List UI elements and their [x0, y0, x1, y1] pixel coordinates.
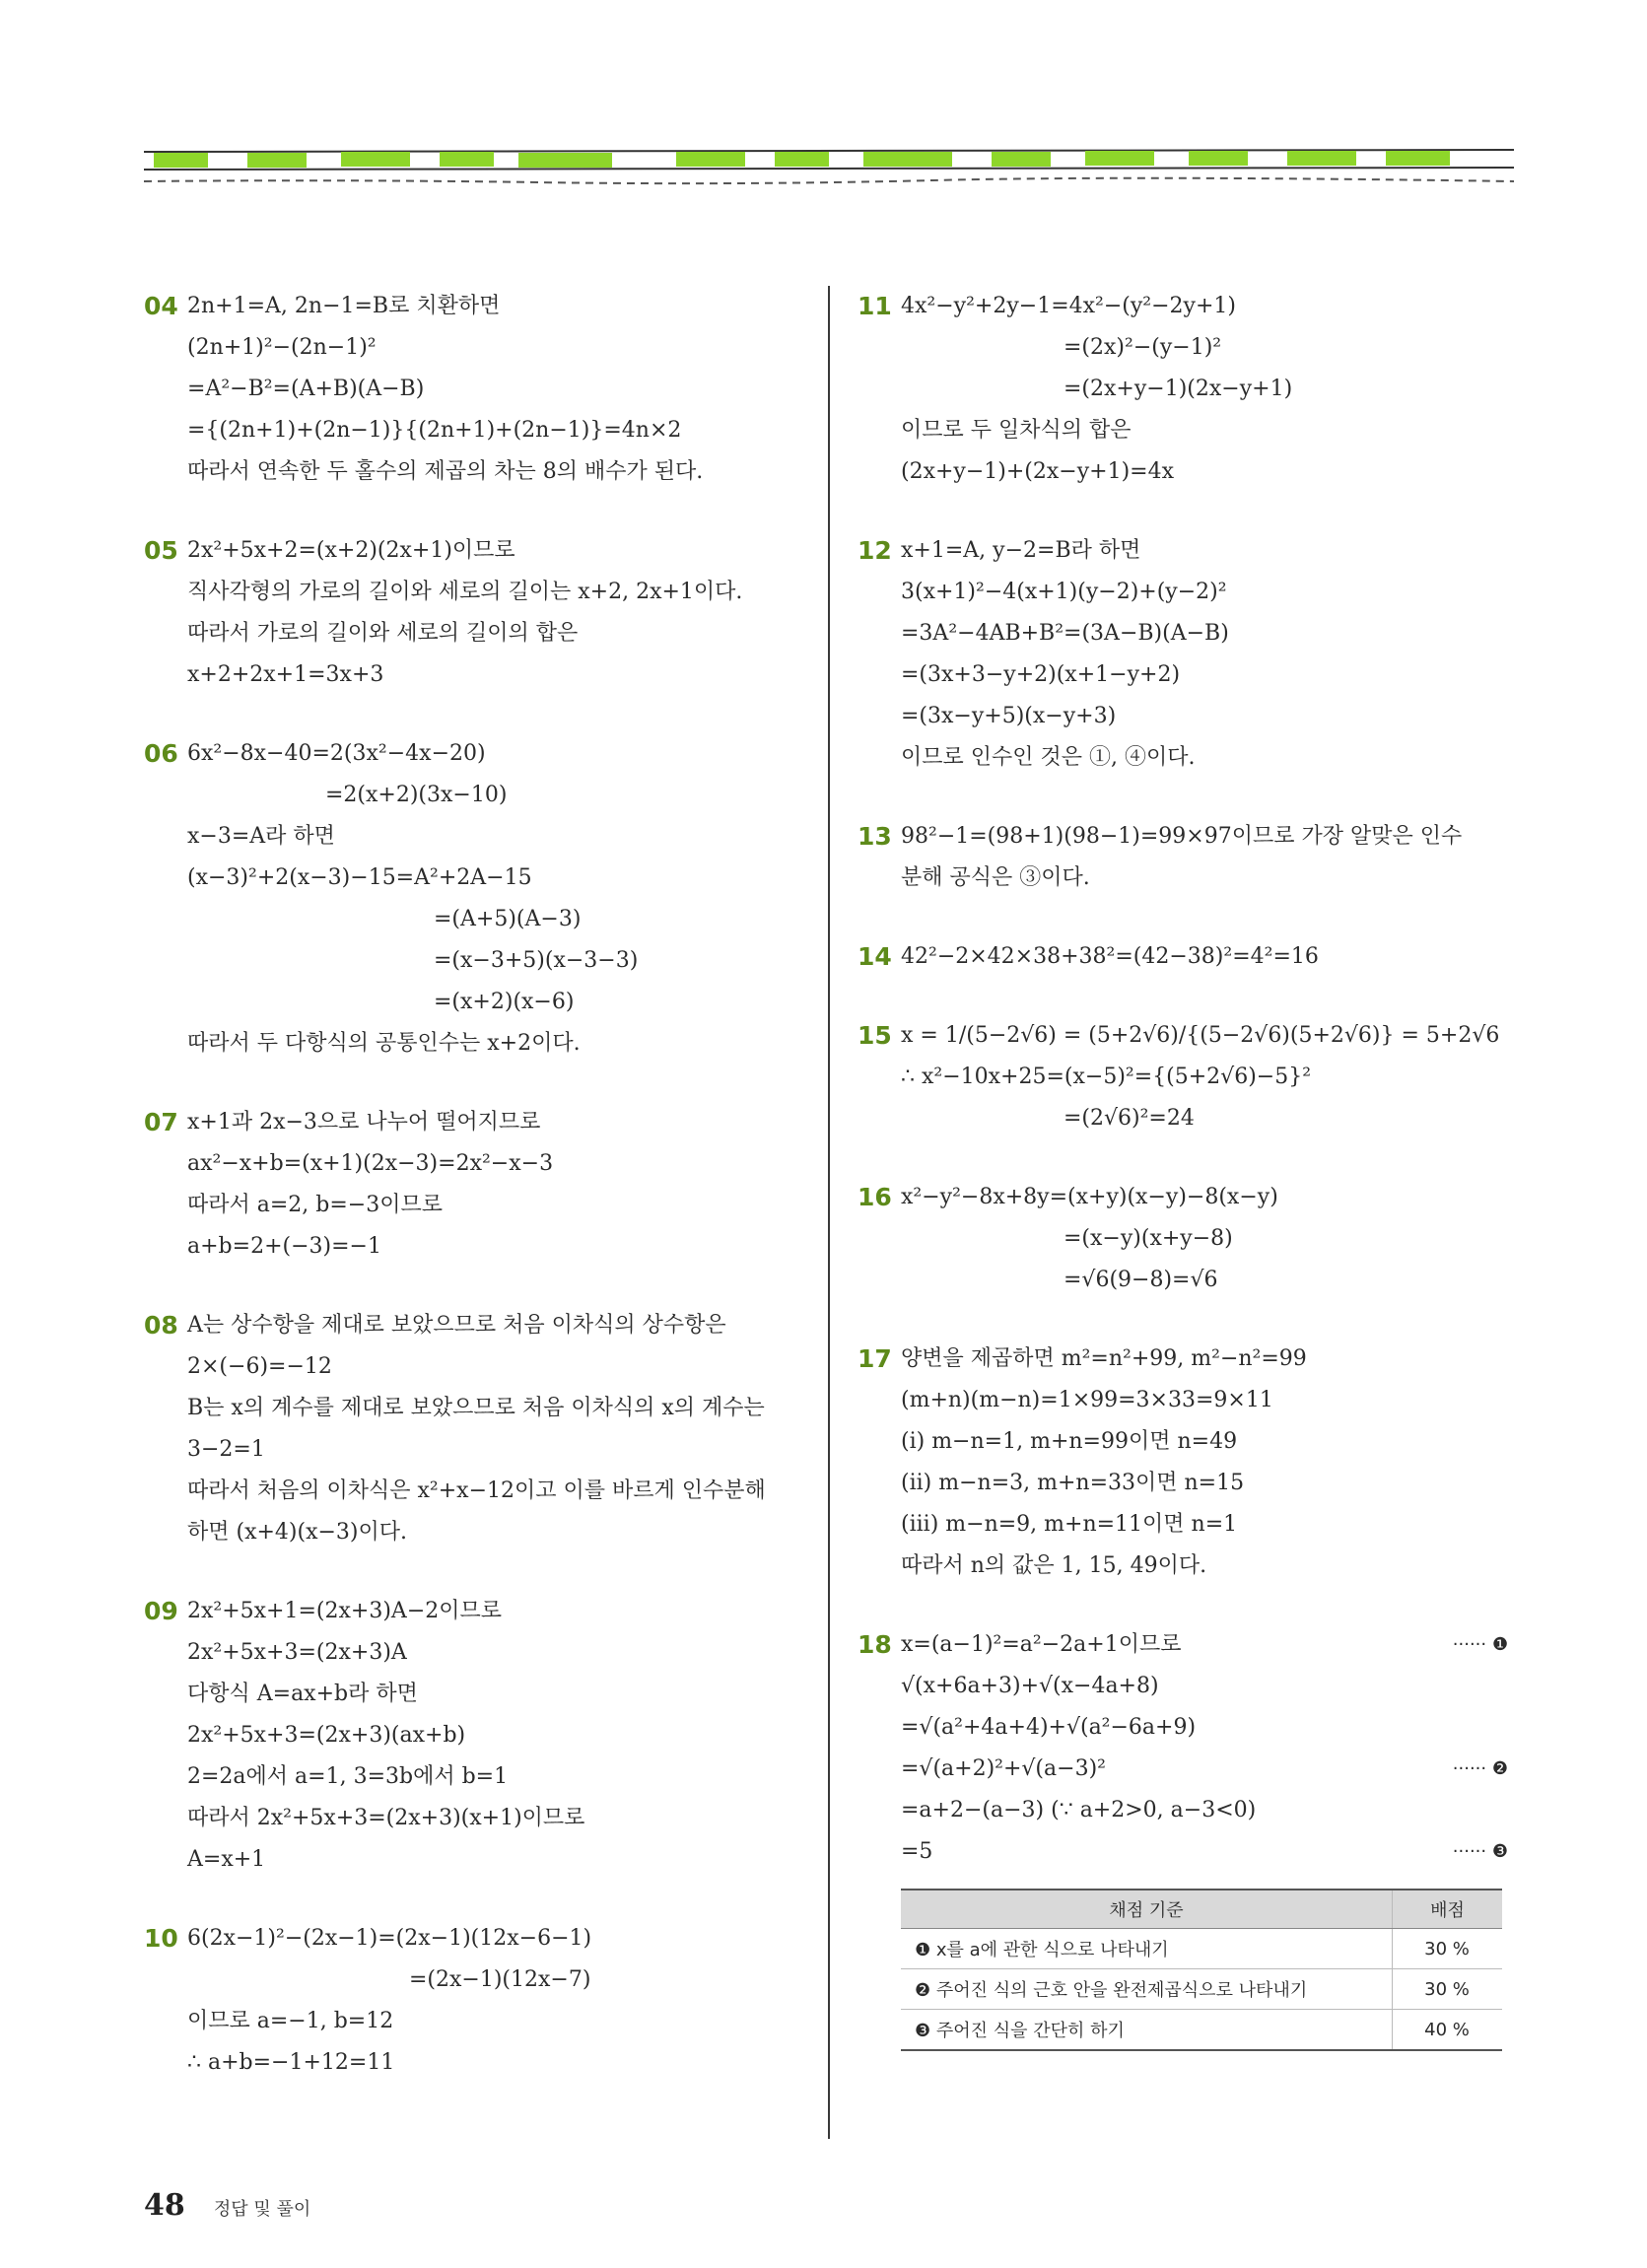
page-number: 48 [144, 2188, 185, 2223]
solution-line: 42²−2×42×38+38²=(42−38)²=4²=16 [901, 944, 1319, 969]
scoring-header-criteria: 채점 기준 [901, 1890, 1393, 1929]
solution-line: A=x+1 [187, 1847, 266, 1872]
step-marker: ······ ❷ [1452, 1758, 1508, 1779]
solution-line: (ii) m−n=3, m+n=33이면 n=15 [901, 1471, 1245, 1495]
solution-line: =(x+2)(x−6) [434, 990, 575, 1014]
points-cell: 40 % [1393, 2010, 1503, 2051]
solution-line: x+1과 2x−3으로 나누어 떨어지므로 [187, 1110, 541, 1134]
problem-04 [144, 286, 794, 493]
solution-line: ∴ x²−10x+25=(x−5)²={(5+2√6)−5}² [901, 1065, 1312, 1089]
solution-line: x = 1/(5−2√6) = (5+2√6)/{(5−2√6)(5+2√6)} = 5+2√6 [901, 1023, 1500, 1048]
solution-line: (m+n)(m−n)=1×99=3×33=9×11 [901, 1388, 1273, 1412]
solution-line: (x−3)²+2(x−3)−15=A²+2A−15 [187, 865, 532, 890]
solution-line: =(2x+y−1)(2x−y+1) [1064, 377, 1293, 401]
solution-line: =5 ······ ❸ [901, 1831, 1508, 1873]
solution-line: =(2x)²−(y−1)² [1064, 335, 1222, 360]
solution-line: =√6(9−8)=√6 [1064, 1268, 1218, 1292]
solution-line: =3A²−4AB+B²=(3A−B)(A−B) [901, 621, 1229, 646]
solution-line: 3−2=1 [187, 1437, 265, 1462]
step-marker: ······ ❶ [1452, 1634, 1508, 1655]
criteria-cell: ❶ x를 a에 관한 식으로 나타내기 [901, 1929, 1393, 1969]
solution-line: =(3x−y+5)(x−y+3) [901, 704, 1117, 728]
problem-09 [144, 1591, 794, 1881]
solution-line: 직사각형의 가로의 길이와 세로의 길이는 x+2, 2x+1이다. [187, 580, 743, 604]
step-marker: ······ ❸ [1452, 1841, 1508, 1862]
criteria-cell: ❷ 주어진 식의 근호 안을 완전제곱식으로 나타내기 [901, 1969, 1393, 2010]
problem-number: 13 [858, 822, 892, 851]
solution-line: =(3x+3−y+2)(x+1−y+2) [901, 662, 1181, 687]
solution-line: 98²−1=(98+1)(98−1)=99×97이므로 가장 알맞은 인수 [901, 824, 1463, 849]
scoring-header-points: 배점 [1393, 1890, 1503, 1929]
solution-line: 이므로 a=−1, b=12 [187, 2009, 394, 2033]
solution-line: =a+2−(a−3) (∵ a+2>0, a−3<0) [901, 1798, 1257, 1822]
problem-number: 04 [144, 292, 178, 320]
problem-07 [144, 1102, 794, 1268]
scoring-table [901, 1889, 1502, 2051]
problem-14 [858, 936, 1508, 978]
problem-number: 07 [144, 1108, 178, 1136]
solution-line: 2×(−6)=−12 [187, 1354, 332, 1379]
criteria-cell: ❸ 주어진 식을 간단히 하기 [901, 2010, 1393, 2051]
problem-16 [858, 1177, 1508, 1301]
solution-line: x=(a−1)²=a²−2a+1이므로 ······ ❶ [901, 1624, 1508, 1666]
problem-06 [144, 733, 794, 1065]
problem-number: 05 [144, 536, 178, 565]
solution-line: 다항식 A=ax+b라 하면 [187, 1682, 418, 1706]
solution-line: a+b=2+(−3)=−1 [187, 1234, 381, 1259]
problem-number: 18 [858, 1630, 892, 1659]
solution-line: =(A+5)(A−3) [434, 907, 582, 931]
solution-line: 4x²−y²+2y−1=4x²−(y²−2y+1) [901, 294, 1236, 318]
solution-line: =A²−B²=(A+B)(A−B) [187, 377, 425, 401]
problem-13 [858, 816, 1508, 899]
solution-line: A는 상수항을 제대로 보았으므로 처음 이차식의 상수항은 [187, 1313, 726, 1338]
solution-line: x²−y²−8x+8y=(x+y)(x−y)−8(x−y) [901, 1185, 1278, 1209]
page-footer [144, 2188, 310, 2223]
solution-line: 분해 공식은 ③이다. [901, 865, 1090, 890]
solution-line: 2x²+5x+1=(2x+3)A−2이므로 [187, 1599, 503, 1623]
problem-17 [858, 1339, 1508, 1587]
solution-line: 하면 (x+4)(x−3)이다. [187, 1520, 408, 1545]
solution-line: 2=2a에서 a=1, 3=3b에서 b=1 [187, 1764, 509, 1789]
problem-number: 09 [144, 1597, 178, 1625]
problem-number: 06 [144, 739, 178, 768]
problem-number: 11 [858, 292, 892, 320]
problem-number: 10 [144, 1924, 178, 1953]
solution-line: (2n+1)²−(2n−1)² [187, 335, 377, 360]
solution-line: =√(a²+4a+4)+√(a²−6a+9) [901, 1715, 1197, 1740]
problem-12 [858, 530, 1508, 779]
solution-line: x+2+2x+1=3x+3 [187, 662, 384, 687]
solution-line: B는 x의 계수를 제대로 보았으므로 처음 이차식의 x의 계수는 [187, 1396, 765, 1420]
table-row [901, 1969, 1502, 2010]
solution-line: 이므로 두 일차식의 합은 [901, 418, 1132, 443]
solution-line: 양변을 제곱하면 m²=n²+99, m²−n²=99 [901, 1346, 1307, 1371]
solution-line: (2x+y−1)+(2x−y+1)=4x [901, 459, 1174, 484]
problem-number: 16 [858, 1183, 892, 1211]
solution-line: 6(2x−1)²−(2x−1)=(2x−1)(12x−6−1) [187, 1926, 592, 1951]
table-row [901, 1929, 1502, 1969]
solution-line: x−3=A라 하면 [187, 824, 335, 849]
solution-line: 2x²+5x+2=(x+2)(2x+1)이므로 [187, 538, 515, 563]
solution-line: 따라서 a=2, b=−3이므로 [187, 1193, 443, 1217]
solution-line: 따라서 가로의 길이와 세로의 길이의 합은 [187, 621, 579, 646]
left-column [144, 286, 794, 2084]
solution-line: =2(x+2)(3x−10) [325, 783, 508, 807]
table-row [901, 2010, 1502, 2051]
solution-line: =(x−y)(x+y−8) [1064, 1226, 1233, 1251]
problem-number: 17 [858, 1344, 892, 1373]
column-divider [828, 286, 830, 2139]
solution-line: 2n+1=A, 2n−1=B로 치환하면 [187, 294, 501, 318]
problem-18 [858, 1624, 1508, 2051]
points-cell: 30 % [1393, 1929, 1503, 1969]
solution-line: 2x²+5x+3=(2x+3)(ax+b) [187, 1723, 466, 1748]
solution-line: (iii) m−n=9, m+n=11이면 n=1 [901, 1512, 1238, 1537]
solution-line: √(x+6a+3)+√(x−4a+8) [901, 1674, 1159, 1698]
problem-number: 12 [858, 536, 892, 565]
solution-line: =(2x−1)(12x−7) [409, 1967, 591, 1992]
solution-line: 이므로 인수인 것은 ①, ④이다. [901, 745, 1196, 770]
problem-11 [858, 286, 1508, 493]
problem-15 [858, 1015, 1508, 1139]
right-column [858, 286, 1508, 2051]
decorative-header-border [144, 140, 1514, 189]
problem-number: 15 [858, 1021, 892, 1050]
solution-line: 3(x+1)²−4(x+1)(y−2)+(y−2)² [901, 580, 1227, 604]
solution-line: x+1=A, y−2=B라 하면 [901, 538, 1141, 563]
solution-line: =(x−3+5)(x−3−3) [434, 948, 639, 973]
solution-line: 따라서 2x²+5x+3=(2x+3)(x+1)이므로 [187, 1806, 585, 1830]
points-cell: 30 % [1393, 1969, 1503, 2010]
solution-line: ={(2n+1)+(2n−1)}{(2n+1)+(2n−1)}=4n×2 [187, 418, 682, 443]
problem-08 [144, 1305, 794, 1553]
problem-05 [144, 530, 794, 696]
solution-line: =(2√6)²=24 [1064, 1106, 1195, 1131]
solution-line: 따라서 두 다항식의 공통인수는 x+2이다. [187, 1031, 581, 1056]
solution-line: 따라서 처음의 이차식은 x²+x−12이고 이를 바르게 인수분해 [187, 1478, 766, 1503]
problem-10 [144, 1918, 794, 2084]
problem-number: 14 [858, 942, 892, 971]
solution-line: 따라서 연속한 두 홀수의 제곱의 차는 8의 배수가 된다. [187, 459, 704, 484]
problem-number: 08 [144, 1311, 178, 1340]
solution-line: (i) m−n=1, m+n=99이면 n=49 [901, 1429, 1238, 1454]
solution-line: 2x²+5x+3=(2x+3)A [187, 1640, 407, 1665]
solution-line: 6x²−8x−40=2(3x²−4x−20) [187, 741, 486, 766]
solution-line: 따라서 n의 값은 1, 15, 49이다. [901, 1553, 1207, 1578]
solution-line: ax²−x+b=(x+1)(2x−3)=2x²−x−3 [187, 1151, 554, 1176]
solution-line: =√(a+2)²+√(a−3)² ······ ❷ [901, 1749, 1508, 1790]
footer-label: 정답 및 풀이 [213, 2199, 311, 2220]
solution-line: ∴ a+b=−1+12=11 [187, 2050, 395, 2075]
